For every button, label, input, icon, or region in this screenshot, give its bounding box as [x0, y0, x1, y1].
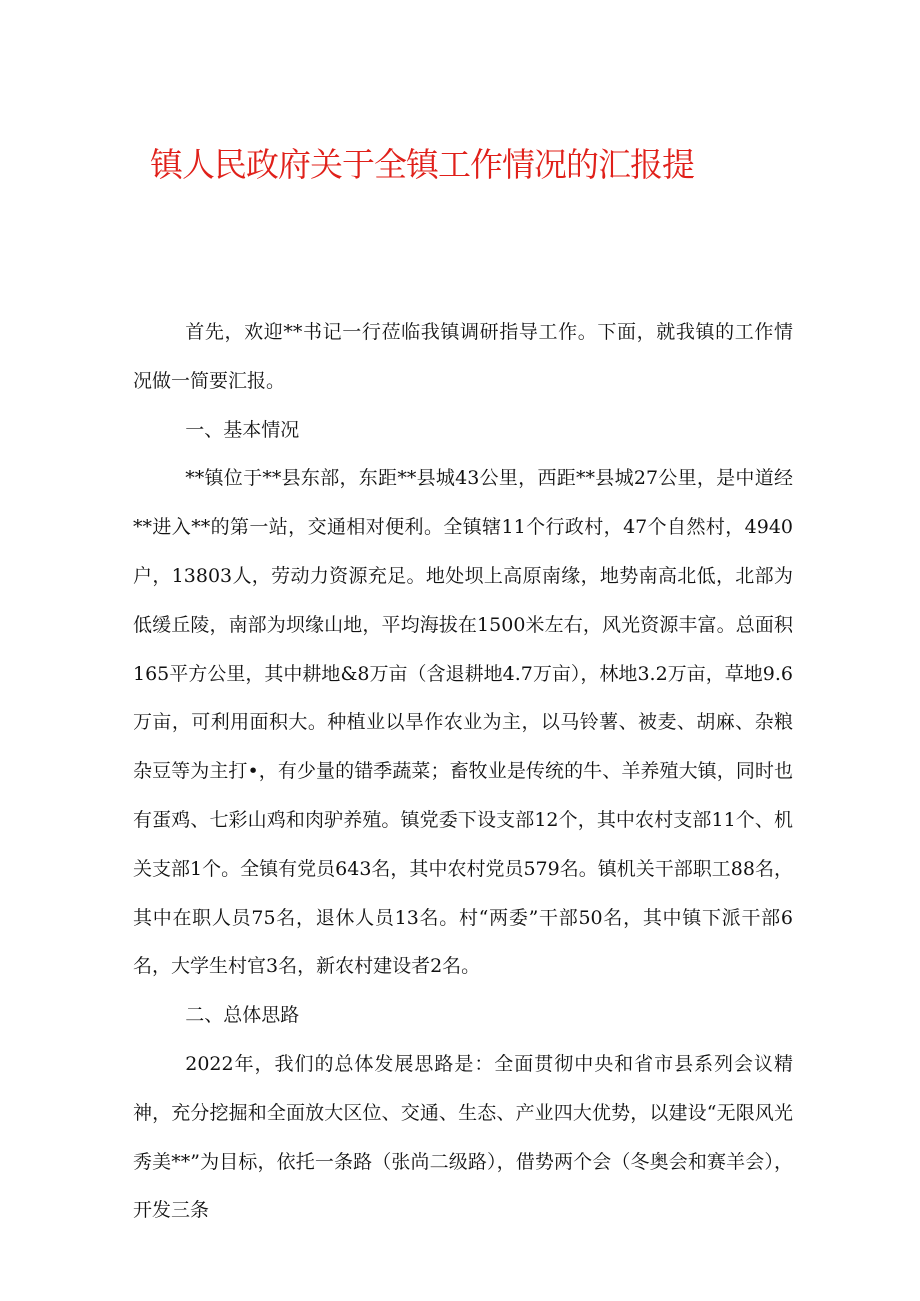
intro-paragraph: 首先，欢迎**书记一行莅临我镇调研指导工作。下面，就我镇的工作情况做一简要汇报。 — [133, 321, 793, 392]
overall-approach-paragraph: 2022年，我们的总体发展思路是：全面贯彻中央和省市县系列会议精神，充分挖掘和全面放大区位、交通、生态、产业四大优势，以建设“无限风光秀美**”为目标，依托一条路（张尚二级路），借势两个会（冬奥会和赛羊会），开发三条 — [133, 1052, 793, 1222]
section-heading-overall-approach: 二、总体思路 — [185, 1004, 300, 1027]
document-title: 镇人民政府关于全镇工作情况的汇报提 — [150, 145, 694, 184]
basic-situation-paragraph: **镇位于**县东部，东距**县城43公里，西距**县城27公里，是中道经**进入**的第一站，交通相对便利。全镇辖11个行政村，47个自然村，4940户，13803人，劳动力资源充足。地处坝上高原南缘，地势南高北低，北部为低缓丘陵，南部为坝缘山地，平均海拔在1500米左右，风光资源丰富。总面积165平方公里，其中耕地&8万亩（含退耕地4.7万亩），林地3.2万亩，草地9.6万亩，可利用面积大。种植业以旱作农业为主，以马铃薯、被麦、胡麻、杂粮杂豆等为主打•，有少量的错季蔬菜；畜牧业是传统的牛、羊养殖大镇，同时也有蛋鸡、七彩山鸡和肉驴养殖。镇党委下设支部12个，其中农村支部11个、机关支部1个。全镇有党员643名，其中农村党员579名。镇机关干部职工88名，其中在职人员75名，退休人员13名。村“两委”干部50名，其中镇下派干部6名，大学生村官3名，新农村建设者2名。 — [133, 467, 793, 978]
document-body — [133, 308, 793, 1235]
section-heading-basic-situation: 一、基本情况 — [185, 418, 300, 441]
